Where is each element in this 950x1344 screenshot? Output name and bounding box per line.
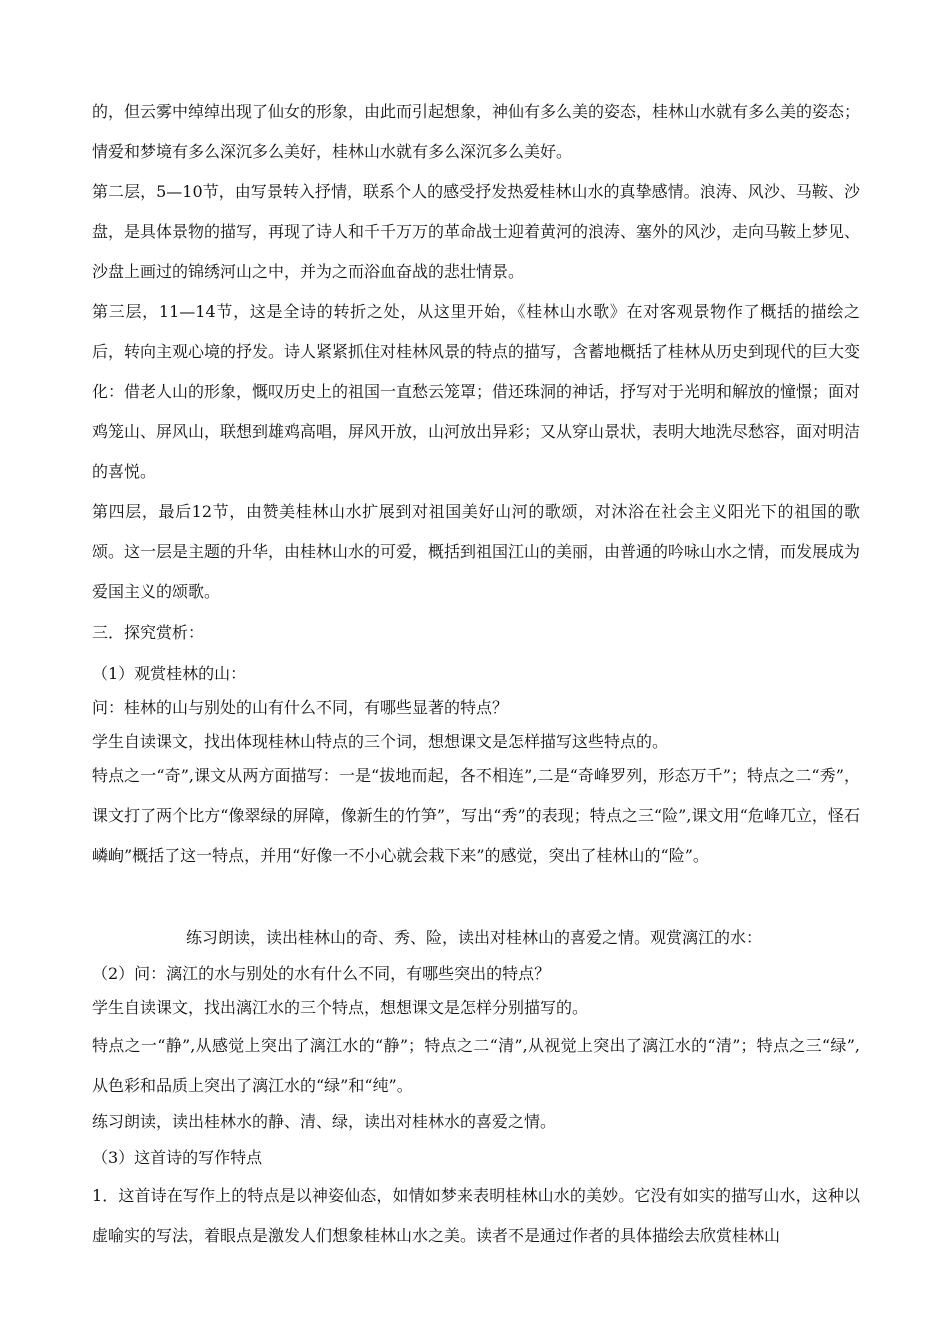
- paragraph-reading-practice-river: 练习朗读，读出桂林水的静、清、绿，读出对桂林水的喜爱之情。: [92, 1112, 557, 1131]
- paragraph-intro-continuation: 的，但云雾中绰绰出现了仙女的形象，由此而引起想象，神仙有多么美的姿态，桂林山水就有多么美的姿态；情爱和梦境有多么深沉多么美好，桂林山水就有多么深沉多么美好。: [92, 102, 861, 161]
- paragraph-mountain-features: 特点之一“奇”,课文从两方面描写：一是“拔地而起，各不相连”,二是“奇峰罗列，形态万千”；特点之二“秀”，课文打了两个比方“像翠绿的屏障，像新生的竹笋”，写出“秀”的表现；特点之三“险”,课文用“危峰兀立，怪石嶙峋”概括了这一特点，并用“好像一不小心就会栽下来”的感觉，突出了桂林山的“险”。: [92, 766, 860, 865]
- paragraph-writing-feature-one: 1．这首诗在写作上的特点是以神姿仙态，如情如梦来表明桂林山水的美妙。它没有如实的描写山水，这种以虚喻实的写法，着眼点是激发人们想象桂林山水之美。读者不是通过作者的具体描绘去欣赏桂林山: [92, 1186, 860, 1245]
- paragraph-reading-practice-mountains: 练习朗读，读出桂林山的奇、秀、险，读出对桂林山的喜爱之情。观赏漓江的水：: [186, 928, 763, 947]
- question-mountains: 问：桂林的山与别处的山有什么不同，有哪些显著的特点？: [92, 698, 509, 717]
- question-river: （2）问：漓江的水与别处的水有什么不同，有哪些突出的特点？: [92, 964, 551, 983]
- paragraph-layer-four: 第四层，最后12节，由赞美桂林山水扩展到对祖国美好山河的歌颂，对沐浴在社会主义阳光下的祖国的歌颂。这一层是主题的升华，由桂林山水的可爱，概括到祖国江山的美丽，由普通的吟咏山水之情，而发展成为爱国主义的颂歌。: [92, 502, 861, 601]
- paragraph-river-features: 特点之一“静”,从感觉上突出了漓江水的“静”；特点之二“清”,从视觉上突出了漓江水的“清”；特点之三“绿”,从色彩和品质上突出了漓江水的“绿”和“纯”。: [92, 1036, 860, 1095]
- subheading-mountains: （1）观赏桂林的山：: [92, 664, 247, 683]
- instruction-river: 学生自读课文，找出漓江水的三个特点，想想课文是怎样分别描写的。: [92, 998, 589, 1017]
- subheading-writing-features: （3）这首诗的写作特点: [92, 1148, 263, 1167]
- section-heading-explore: 三．探究赏析：: [92, 623, 205, 642]
- instruction-mountains: 学生自读课文，找出体现桂林山特点的三个词，想想课文是怎样描写这些特点的。: [92, 732, 669, 751]
- paragraph-layer-two: 第二层，5—10节，由写景转入抒情，联系个人的感受抒发热爱桂林山水的真挚感情。浪涛、风沙、马鞍、沙盘，是具体景物的描写，再现了诗人和千千万万的革命战士迎着黄河的浪涛、塞外的风沙，走向马鞍上梦见、沙盘上画过的锦绣河山之中，并为之而浴血奋战的悲壮情景。: [92, 182, 861, 281]
- paragraph-layer-three: 第三层，11—14节，这是全诗的转折之处，从这里开始，《桂林山水歌》在对客观景物作了概括的描绘之后，转向主观心境的抒发。诗人紧紧抓住对桂林风景的特点的描写，含蓄地概括了桂林从历史到现代的巨大变化：借老人山的形象，慨叹历史上的祖国一直愁云笼罩；借还珠洞的神话，抒写对于光明和解放的憧憬；面对鸡笼山、屏风山，联想到雄鸡高唱，屏风开放，山河放出异彩；又从穿山景状，表明大地洗尽愁容，面对明洁的喜悦。: [92, 302, 861, 481]
